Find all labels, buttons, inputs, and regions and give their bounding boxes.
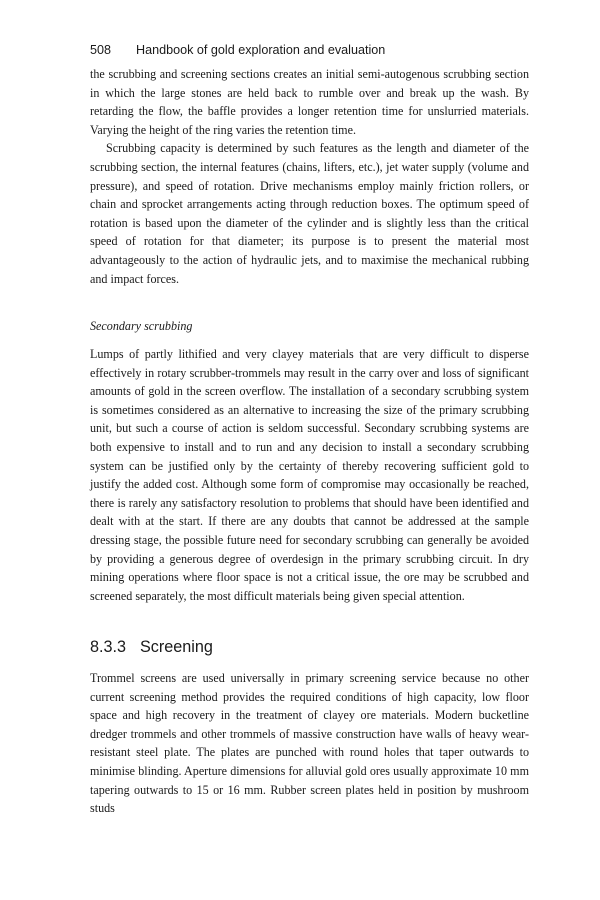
paragraph: the scrubbing and screening sections creates an initial semi-autogenous scrubbing section in which the large stones are held back to rumble over and break up the wash. By retarding the flow, the baffle provides a longer retention time for unslurried materials. Varying the height of the ring varies the retention time.: [90, 67, 529, 137]
body-text-top: [90, 65, 529, 288]
running-header: [90, 43, 385, 57]
body-text-screening: [90, 669, 529, 818]
page-number: 508: [90, 43, 112, 57]
paragraph: Scrubbing capacity is determined by such features as the length and diameter of the scrubbing section, the internal features (chains, lifters, etc.), jet water supply (volume and pressure), and speed of rotation. Drive mechanisms employ mainly friction rollers, or chain and sprocket arrangements acting through reduction boxes. The optimum speed of rotation is based upon the diameter of the cylinder and is slightly less than the critical speed of rotation for that diameter; its purpose is to present the material most advantageously to the action of hydraulic jets, and to maximise the mechanical rubbing and impact forces.: [90, 141, 529, 286]
paragraph: Lumps of partly lithified and very clayey materials that are very difficult to disperse effectively in rotary scrubber-trommels may result in the carry over and loss of significant amounts of gold in the screen overflow. The installation of a secondary scrubbing system is sometimes considered as an alternative to increasing the size of the primary scrubbing unit, but such a course of action is seldom successful. Secondary scrubbing systems are both expensive to install and to run and any decision to install a secondary scrubbing system can be justified only by the certainty of thereby recovering sufficient gold to justify the added cost. Although some form of compromise may occasionally be reached, there is rarely any satisfactory resolution to problems that should have been identified and dealt with at the start. If there are any doubts that cannot be addressed at the sample dressing stage, the possible future need for secondary scrubbing can generally be avoided by providing a generous degree of overdesign in the primary scrubbing circuit. In dry mining operations where floor space is not a critical issue, the ore may be scrubbed and screened separately, the most difficult materials being given special attention.: [90, 347, 529, 603]
running-title: Handbook of gold exploration and evaluation: [136, 43, 386, 57]
body-text-secondary-scrubbing: [90, 345, 529, 605]
paragraph: Trommel screens are used universally in primary screening service because no other current screening method provides the required conditions of high capacity, low floor space and high recovery in the treatment of clayey ore materials. Modern bucketline dredger trommels and other trommels of massive construction have walls of heavy wear-resistant steel plate. The plates are punched with round holes that taper outwards to minimise blinding. Aperture dimensions for alluvial gold ores usually approximate 10 mm tapering outwards to 15 or 16 mm. Rubber screen plates held in position by mushroom studs: [90, 671, 529, 816]
section-title: Screening: [140, 638, 213, 656]
section-heading: [90, 638, 213, 657]
section-number: 8.3.3: [90, 638, 127, 656]
subsection-heading: Secondary scrubbing: [90, 319, 193, 333]
